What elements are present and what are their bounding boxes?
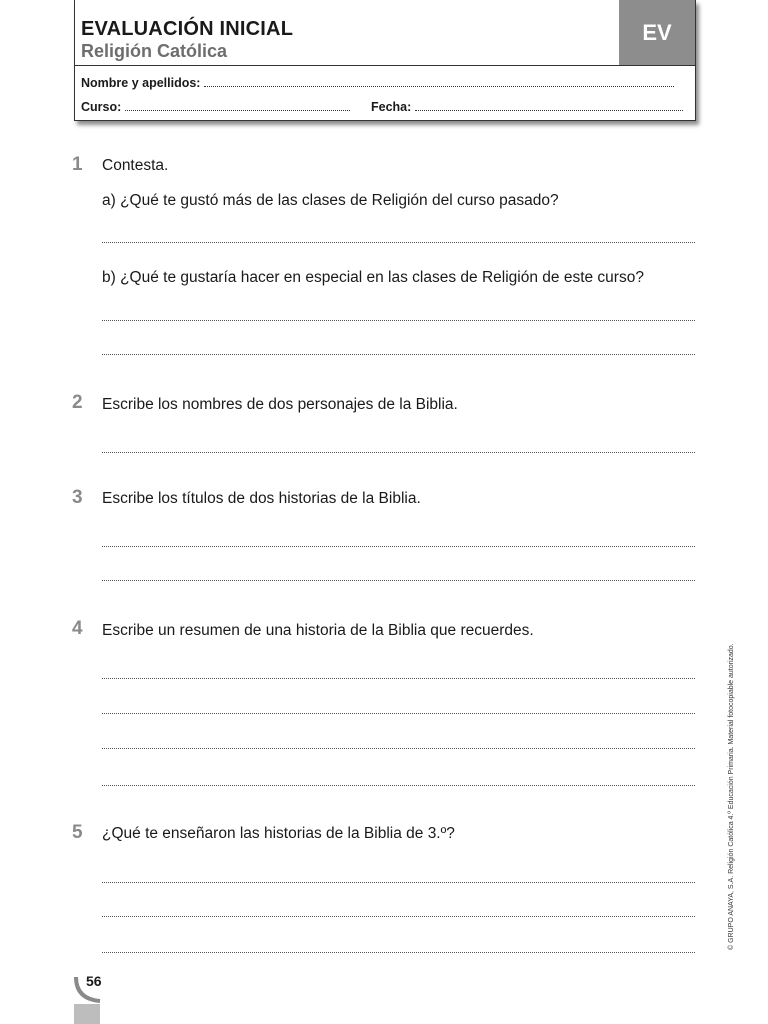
- course-answer-line[interactable]: [125, 100, 350, 111]
- question-number: 3: [72, 487, 83, 508]
- date-field[interactable]: [371, 100, 683, 114]
- course-label: Curso:: [81, 100, 122, 114]
- page-subtitle: Religión Católica: [81, 41, 228, 61]
- ev-badge: EV: [619, 0, 695, 66]
- page-number: 56: [86, 973, 102, 989]
- question-number: 2: [72, 392, 83, 413]
- question-prompt: Escribe un resumen de una historia de la Biblia que recuerdes.: [102, 622, 534, 639]
- answer-line[interactable]: [102, 354, 695, 355]
- date-label: Fecha:: [371, 100, 412, 114]
- answer-line[interactable]: [102, 916, 695, 917]
- question-number: 5: [72, 822, 83, 843]
- header-divider: [75, 65, 695, 66]
- answer-line[interactable]: [102, 320, 695, 321]
- page-title: EVALUACIÓN INICIAL: [81, 18, 294, 40]
- answer-line[interactable]: [102, 580, 695, 581]
- answer-line[interactable]: [102, 546, 695, 547]
- answer-line[interactable]: [102, 713, 695, 714]
- date-answer-line[interactable]: [415, 100, 683, 111]
- answer-line[interactable]: [102, 882, 695, 883]
- page-corner-block: [74, 1004, 100, 1024]
- question-prompt: Escribe los títulos de dos historias de la Biblia.: [102, 490, 421, 507]
- question-number: 1: [72, 154, 83, 175]
- answer-line[interactable]: [102, 748, 695, 749]
- name-label: Nombre y apellidos:: [81, 76, 201, 90]
- copyright-note: © GRUPO ANAYA, S.A. Religión Católica 4.º Educación Primaria. Material fotocopiable autorizado.: [728, 643, 735, 950]
- header-box: [74, 0, 696, 121]
- question-part-b: b) ¿Qué te gustaría hacer en especial en las clases de Religión de este curso?: [102, 269, 644, 286]
- question-prompt: Contesta.: [102, 157, 169, 174]
- question-prompt: Escribe los nombres de dos personajes de la Biblia.: [102, 396, 458, 413]
- answer-line[interactable]: [102, 785, 695, 786]
- question-number: 4: [72, 618, 83, 639]
- answer-line[interactable]: [102, 678, 695, 679]
- course-field[interactable]: [81, 100, 350, 114]
- question-prompt: ¿Qué te enseñaron las historias de la Biblia de 3.º?: [102, 825, 455, 842]
- answer-line[interactable]: [102, 452, 695, 453]
- name-field[interactable]: [81, 76, 674, 90]
- answer-line[interactable]: [102, 242, 695, 243]
- name-answer-line[interactable]: [204, 76, 674, 87]
- question-part-a: a) ¿Qué te gustó más de las clases de Religión del curso pasado?: [102, 192, 559, 209]
- answer-line[interactable]: [102, 952, 695, 953]
